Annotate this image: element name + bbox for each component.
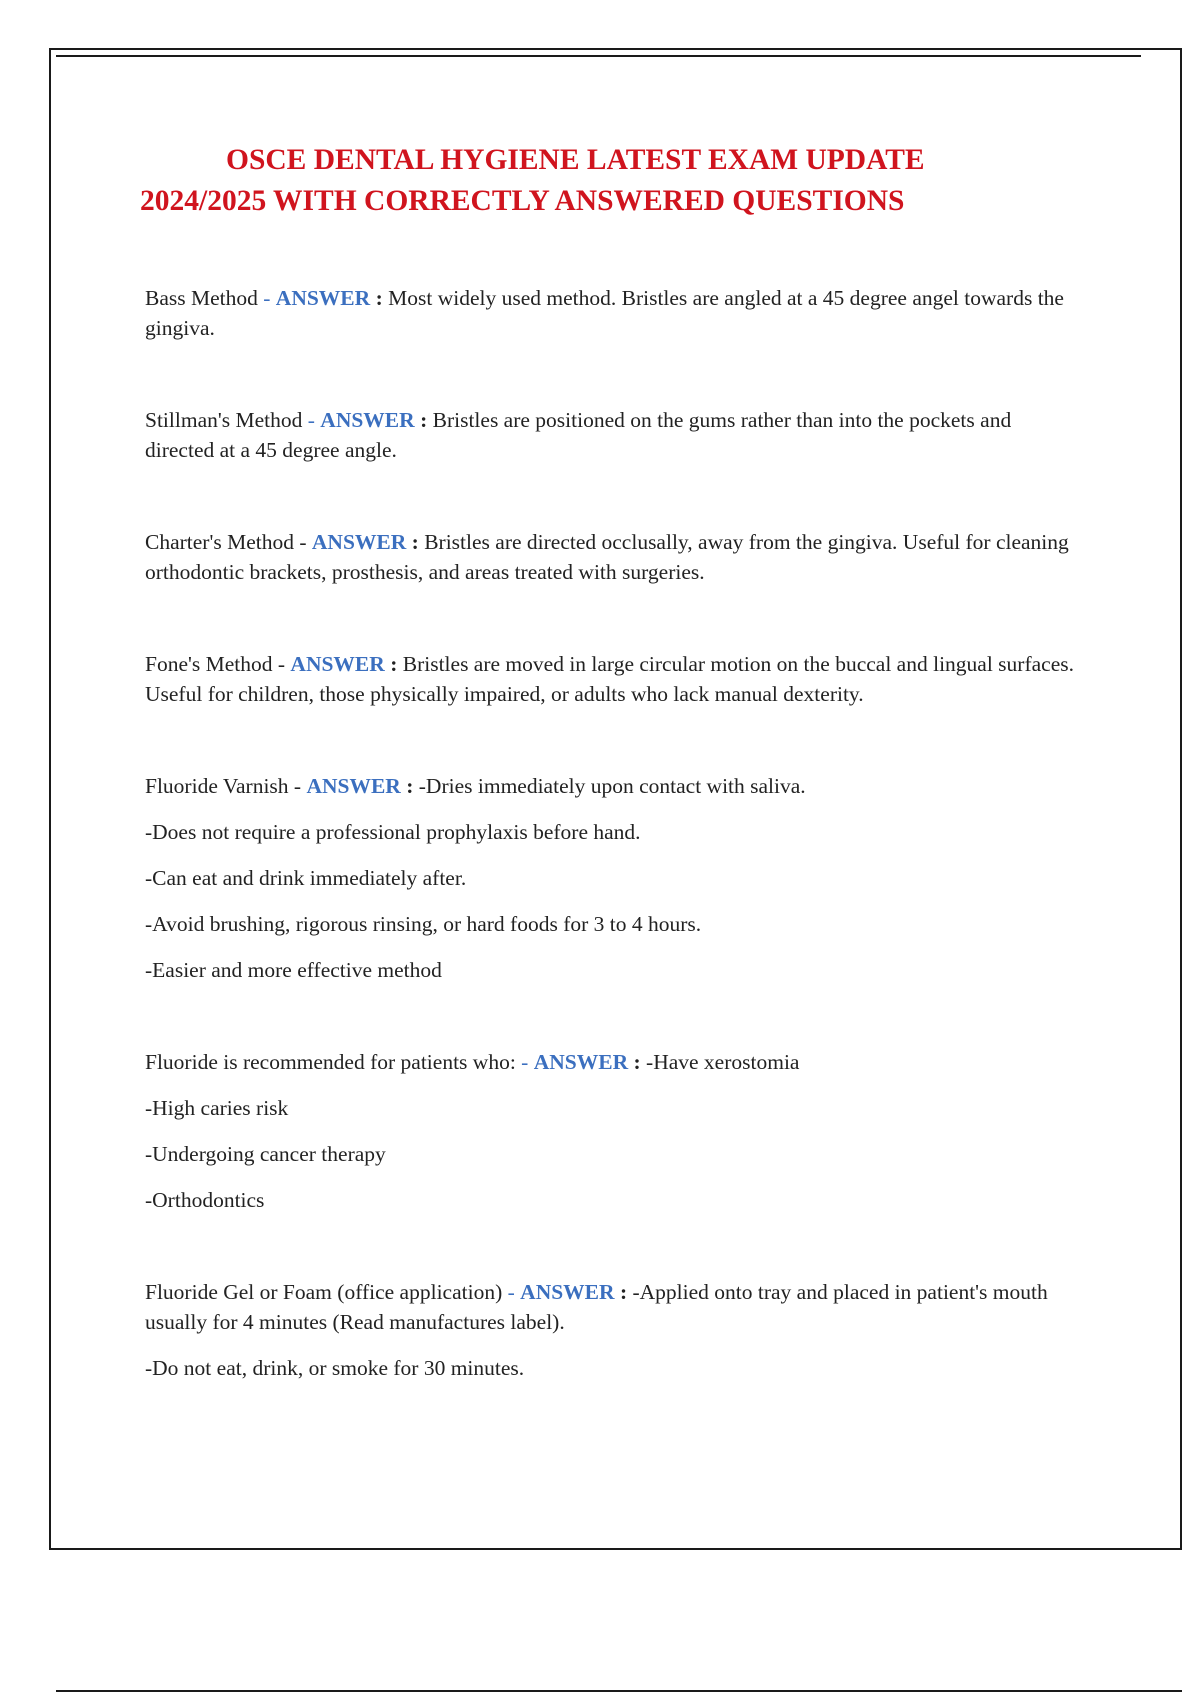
answer-label: ANSWER [275, 286, 371, 310]
separator: - [502, 1280, 521, 1304]
qa-term: Charter's Method [145, 530, 294, 554]
qa-answer: Bristles are directed occlusally, away from the gingiva. Useful for cleaning orthodontic brackets, prosthesis, and areas treated with surgeries. [145, 530, 1069, 584]
qa-answer-continuation: -Do not eat, drink, or smoke for 30 minutes. [145, 1356, 525, 1380]
qa-question-line [145, 649, 1085, 709]
qa-list [145, 283, 1085, 1445]
answer-colon: : [370, 286, 389, 310]
qa-answer-continuation: -Does not require a professional prophylaxis before hand. [145, 820, 641, 844]
qa-answer: -Have xerostomia [646, 1050, 800, 1074]
qa-item [145, 405, 1085, 465]
separator: - [515, 1050, 534, 1074]
answer-label: ANSWER [311, 530, 407, 554]
qa-question-line [145, 1047, 1085, 1077]
qa-answer: Bristles are positioned on the gums rather than into the pockets and directed at a 45 degree angle. [145, 408, 1012, 462]
qa-answer: Bristles are moved in large circular motion on the buccal and lingual surfaces. Useful for children, those physically impaired, or adults who lack manual dexterity. [145, 652, 1074, 706]
qa-answer-continuation: -Can eat and drink immediately after. [145, 866, 467, 890]
qa-question-line [145, 527, 1085, 587]
qa-item [145, 771, 1085, 985]
qa-answer: Most widely used method. Bristles are angled at a 45 degree angel towards the gingiva. [145, 286, 1064, 340]
qa-term: Bass Method [145, 286, 258, 310]
qa-answer: -Dries immediately upon contact with saliva. [418, 774, 806, 798]
answer-label: ANSWER [290, 652, 385, 676]
separator: - [293, 530, 312, 554]
qa-item [145, 1277, 1085, 1383]
document-title [140, 140, 1040, 222]
title-line-1: OSCE DENTAL HYGIENE LATEST EXAM UPDATE [226, 144, 925, 176]
answer-colon: : [614, 1280, 633, 1304]
qa-question-line [145, 1277, 1085, 1337]
qa-item [145, 649, 1085, 709]
qa-question-line [145, 405, 1085, 465]
answer-label: ANSWER [520, 1280, 615, 1304]
qa-item [145, 1047, 1085, 1215]
answer-label: ANSWER [306, 774, 401, 798]
qa-answer-continuation: -Avoid brushing, rigorous rinsing, or hard foods for 3 to 4 hours. [145, 912, 702, 936]
qa-answer-continuation: -High caries risk [145, 1096, 289, 1120]
answer-colon: : [384, 652, 403, 676]
separator: - [257, 286, 276, 310]
qa-answer-continuation: -Orthodontics [145, 1188, 265, 1212]
separator: - [302, 408, 321, 432]
qa-term: Fluoride is recommended for patients who: [145, 1050, 516, 1074]
qa-answer-continuation: -Easier and more effective method [145, 958, 442, 982]
answer-label: ANSWER [533, 1050, 629, 1074]
qa-term: Stillman's Method [145, 408, 303, 432]
answer-label: ANSWER [320, 408, 415, 432]
separator: - [288, 774, 307, 798]
separator: - [272, 652, 291, 676]
answer-colon: : [414, 408, 433, 432]
qa-question-line [145, 283, 1085, 343]
qa-term: Fluoride Varnish [145, 774, 289, 798]
top-rule [56, 55, 1141, 57]
qa-term: Fone's Method [145, 652, 273, 676]
bottom-rule [56, 1690, 1182, 1692]
title-line-2: 2024/2025 WITH CORRECTLY ANSWERED QUESTIONS [140, 185, 905, 217]
qa-question-line [145, 771, 1085, 801]
qa-item [145, 283, 1085, 343]
qa-answer: -Applied onto tray and placed in patient's mouth usually for 4 minutes (Read manufactures label). [145, 1280, 1048, 1334]
qa-term: Fluoride Gel or Foam (office application) [145, 1280, 503, 1304]
answer-colon: : [400, 774, 419, 798]
qa-item [145, 527, 1085, 587]
answer-colon: : [628, 1050, 647, 1074]
answer-colon: : [406, 530, 425, 554]
qa-answer-continuation: -Undergoing cancer therapy [145, 1142, 386, 1166]
